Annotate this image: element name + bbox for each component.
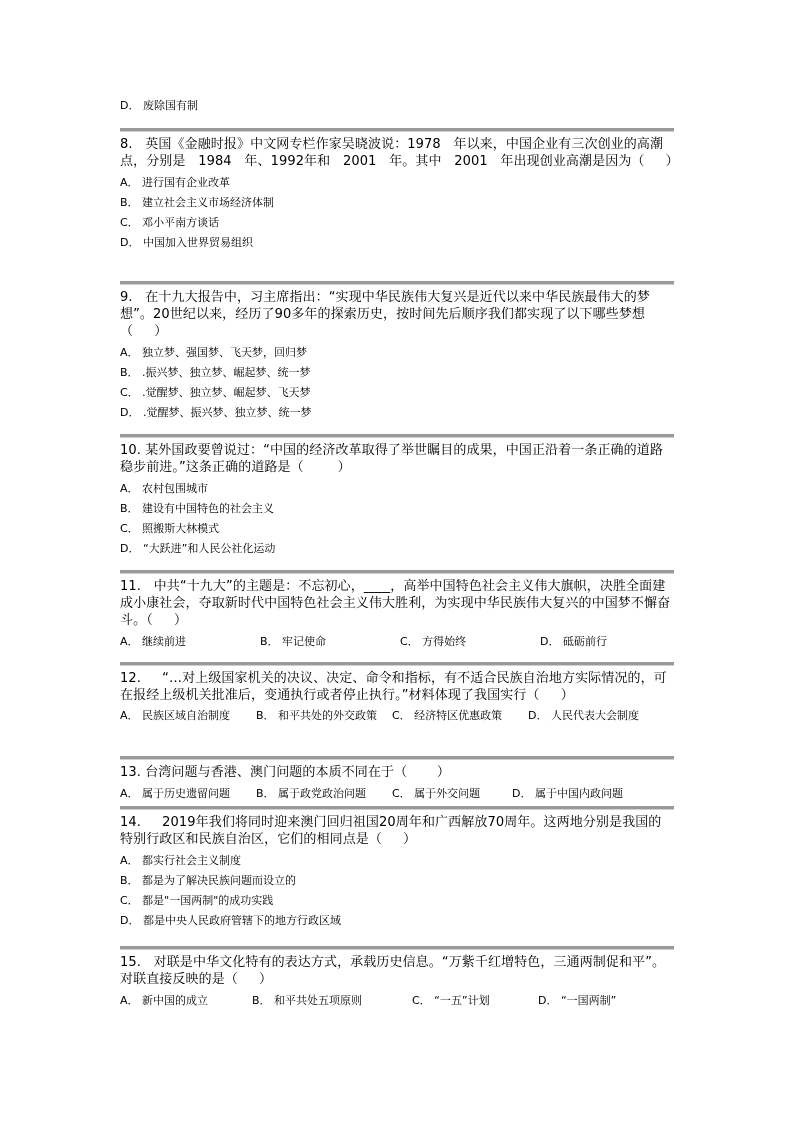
option-d: D． 中国加入世界贸易组织 (120, 236, 253, 249)
option-a: A． 民族区域自治制度 (120, 709, 231, 722)
option-b: B． 牢记使命 (260, 635, 327, 648)
option-a: A． 都实行社会主义制度 (120, 854, 242, 867)
option-c: C． 邓小平南方谈话 (120, 216, 220, 229)
question-14 (120, 814, 674, 931)
question-divider (120, 756, 674, 760)
option-c: C． 照搬斯大林模式 (120, 522, 220, 535)
question-stem: 15. 对联是中华文化特有的表达方式，承载历史信息。“万紫千红增特色，三通两制促和平”。对联直接反映的是（ ） (120, 955, 666, 987)
question-divider (120, 946, 674, 950)
option-a: A． 进行国有企业改革 (120, 176, 231, 189)
question-divider (120, 662, 674, 666)
option-d: D． 都是中央人民政府管辖下的地方行政区域 (120, 914, 341, 927)
option-a: A． 农村包围城市 (120, 482, 209, 495)
options-row (120, 991, 674, 1011)
option-c: C． 方得始终 (400, 635, 467, 648)
question-stem: 14. 2019年我们将同时迎来澳门回归祖国20周年和广西解放70周年。这两地分别是我国的特别行政区和民族自治区，它们的相同点是（ ） (120, 815, 662, 847)
question-stem: 10. 某外国政要曾说过：“中国的经济改革取得了举世瞩目的成果，中国正沿着一条正确的道路稳步前进。”这条正确的道路是（ ） (120, 443, 663, 475)
option-d: D． “一国两制” (538, 994, 617, 1007)
option-a: A． 属于历史遗留问题 (120, 787, 231, 800)
option-b: B． 和平共处五项原则 (252, 994, 363, 1007)
option-d: D． 人民代表大会制度 (528, 709, 639, 722)
option-c: C． 经济特区优惠政策 (392, 709, 503, 722)
question-divider (120, 434, 674, 438)
option-a: A． 新中国的成立 (120, 994, 209, 1007)
question-divider (120, 806, 674, 810)
options-row (120, 632, 674, 652)
option-d: D． .觉醒梦、振兴梦、独立梦、统一梦 (120, 406, 312, 419)
question-12 (120, 662, 674, 725)
option-c: C． “一五”计划 (412, 994, 490, 1007)
question-15 (120, 946, 674, 1011)
option-a: A． 独立梦、强国梦、飞天梦，回归梦 (120, 346, 308, 359)
question-stem: 8. 英国《金融时报》中文网专栏作家吴晓波说：1978 年以来，中国企业有三次创业的高潮点，分别是 1984 年、1992年和 2001 年。其中 2001 年出现创业高潮是因为（ ） (120, 137, 679, 169)
question-9 (120, 281, 674, 423)
question-stem: 11. 中共“十九大”的主题是：不忘初心，____，高举中国特色社会主义伟大旗帜，决胜全面建成小康社会，夺取新时代中国特色社会主义伟大胜利，为实现中华民族伟大复兴的中国梦不懈奋斗。（ ） (120, 579, 671, 628)
question-divider (120, 281, 674, 285)
question-8 (120, 128, 679, 253)
question-stem: 9. 在十九大报告中，习主席指出：“实现中华民族伟大复兴是近代以来中华民族最伟大的梦想”。20世纪以来，经历了90多年的探索历史，按时间先后顺序我们都实现了以下哪些梦想（ ） (120, 290, 650, 339)
question-13 (120, 756, 674, 814)
option-b: B． .振兴梦、独立梦、崛起梦、统一梦 (120, 366, 311, 379)
option-b: B． 建设有中国特色的社会主义 (120, 502, 275, 515)
option-d: D． 砥砺前行 (540, 635, 607, 648)
question-stem: 13. 台湾问题与香港、澳门问题的本质不同在于（ ） (120, 765, 450, 780)
question-7-option-d: D． 废除国有制 (120, 99, 198, 112)
option-c: C． 属于外交问题 (392, 787, 481, 800)
option-c: C． 都是"一国两制"的成功实践 (120, 894, 274, 907)
option-d: D． “大跃进”和人民公社化运动 (120, 542, 276, 555)
option-b: B． 建立社会主义市场经济体制 (120, 196, 275, 209)
option-a: A． 继续前进 (120, 635, 187, 648)
question-divider (120, 570, 674, 574)
option-c: C． .觉醒梦、独立梦、崛起梦、飞天梦 (120, 386, 311, 399)
option-b: B． 都是为了解决民族问题而设立的 (120, 874, 297, 887)
option-b: B． 属于政党政治问题 (256, 787, 367, 800)
option-b: B． 和平共处的外交政策 (256, 709, 378, 722)
question-stem: 12. “…对上级国家机关的决议、决定、命令和指标，有不适合民族自治地方实际情况的，可在报经上级机关批准后，变通执行或者停止执行。”材料体现了我国实行（ ） (120, 671, 667, 703)
options-row (120, 707, 674, 725)
options-row (120, 784, 674, 804)
question-10 (120, 434, 674, 559)
question-divider (120, 128, 674, 132)
option-d: D． 属于中国内政问题 (512, 787, 623, 800)
question-11 (120, 570, 674, 652)
